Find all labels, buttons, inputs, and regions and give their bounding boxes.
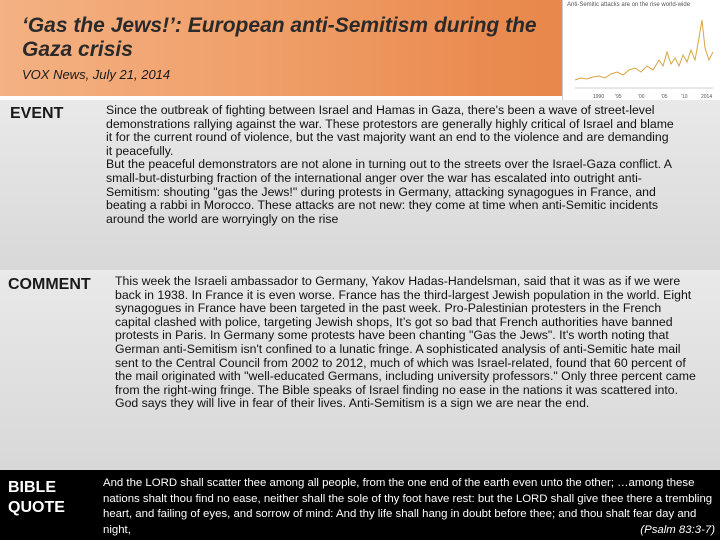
thumbnail-tick-2: '95 [615,94,622,100]
event-paragraph-2: But the peaceful demonstrators are not alone in turning out to the streets over the Israel-Gaza conflict. A small-but-disturbing fraction of the international anger over the war has escalated into outright anti-Semitism: shouting "gas the Jews!" during protests in Germany, attacking synagogues in France, and beating a rabbi in Morocco. These attacks are not new: they come at time when anti-Semitic incidents around the world are worryingly on the rise [106,157,672,226]
thumbnail-caption: Anti-Semitic attacks are on the rise world-wide [567,2,691,8]
comment-section [0,270,720,470]
bible-quote-label: BIBLE QUOTE [8,479,65,516]
thumbnail-tick-5: '10 [681,94,688,100]
event-section [0,100,720,270]
event-paragraph-1: Since the outbreak of fighting between Israel and Hamas in Gaza, there's been a wave of street-level demonstrations rallying against the war. These protestors are generally highly critical of Israel and blame it for the current round of violence, but the vast majority want an end to the violence and are demanding it peacefully. [106,103,674,158]
page-title: ‘Gas the Jews!’: European anti-Semitism during the Gaza crisis [22,14,537,61]
comment-label: COMMENT [8,276,91,293]
thumbnail-plot [563,0,720,104]
thumbnail-tick-4: '05 [661,94,668,100]
event-body [106,104,678,226]
comment-body: This week the Israeli ambassador to Germany, Yakov Hadas-Handelsman, said that it was as if we were back in 1938. In France it is even worse. France has the third-largest Jewish population in the world. Eight synagogues in France have been targeted in the past week. Pro-Palestinian protesters in the French capital clashed with police, targeting Jewish shops, It’s got so bad that French authorities have banned protests in Paris. In Germany some protests have been chanting "Gas the Jews". It's worth noting that German anti-Semitism isn't confined to a lunatic fringe. A sophisticated analysis of anti-Semitic hate mail sent to the Central Council from 2002 to 2012, much of which was Israel-related, found that 60 percent of the mail originated with "well-educated Germans, including university professors." Only three percent came from the right-wing fringe. The Bible speaks of Israel finding no ease in the nations it was scattered into. God says they will live in fear of their lives. Anti-Semitism is a sign we are near the end. [115,274,696,411]
thumbnail-line [575,20,713,80]
bible-quote-body [103,476,715,538]
bible-quote-section [0,470,720,540]
thumbnail-tick-1: 1990 [593,94,605,100]
thumbnail-tick-3: '00 [638,94,645,100]
thumbnail-tick-6: 2014 [701,94,713,100]
bible-quote-text: And the LORD shall scatter thee among all people, from the one end of the earth even unto the other; …among these nations shalt thou find no ease, neither shall the sole of thy foot have rest: but the LORD shall give thee there a trembling heart, and failing of eyes, and sorrow of mind: And thy life shall hang in doubt before thee; and thou shalt fear day and night, [103,477,713,536]
bible-quote-reference: (Psalm 83:3-7) [640,523,715,536]
thumbnail-chart [562,0,720,104]
source-line: VOX News, July 21, 2014 [22,67,171,82]
event-label: EVENT [10,105,64,122]
